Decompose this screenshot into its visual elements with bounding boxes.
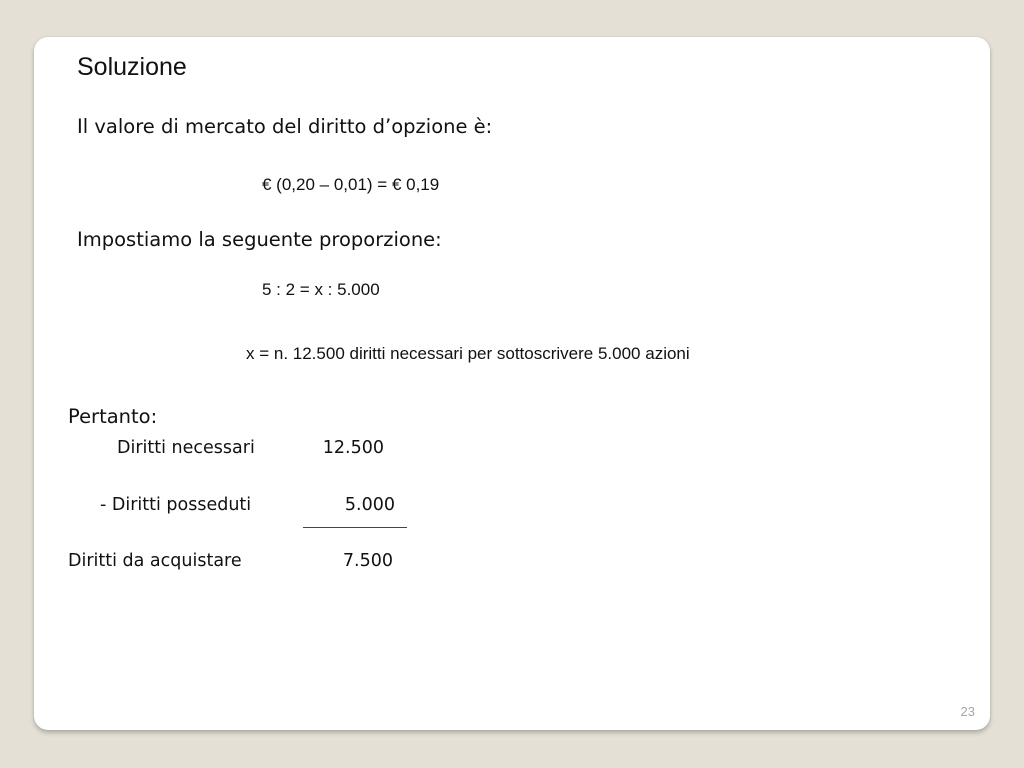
calc-row-label: Diritti necessari [117, 438, 255, 458]
page-number: 23 [960, 704, 975, 719]
calc-row-label: - Diritti posseduti [100, 495, 252, 515]
intro-text: Il valore di mercato del diritto d’opzione è: [77, 115, 493, 138]
subtotal-rule [303, 527, 407, 528]
slide [34, 37, 990, 730]
calc-row-value: 7.500 [342, 551, 393, 571]
calc-row-value: 5.000 [344, 495, 395, 515]
calc-row-label: Diritti da acquistare [68, 551, 242, 571]
proportion-result: x = n. 12.500 diritti necessari per sottoscrivere 5.000 azioni [246, 344, 690, 363]
calc-row-value: 12.500 [322, 438, 384, 458]
proportion-formula: 5 : 2 = x : 5.000 [262, 280, 380, 299]
therefore-label: Pertanto: [68, 405, 158, 428]
proportion-intro-text: Impostiamo la seguente proporzione: [77, 228, 442, 251]
option-value-formula: € (0,20 – 0,01) = € 0,19 [262, 175, 440, 194]
slide-title: Soluzione [77, 53, 187, 81]
